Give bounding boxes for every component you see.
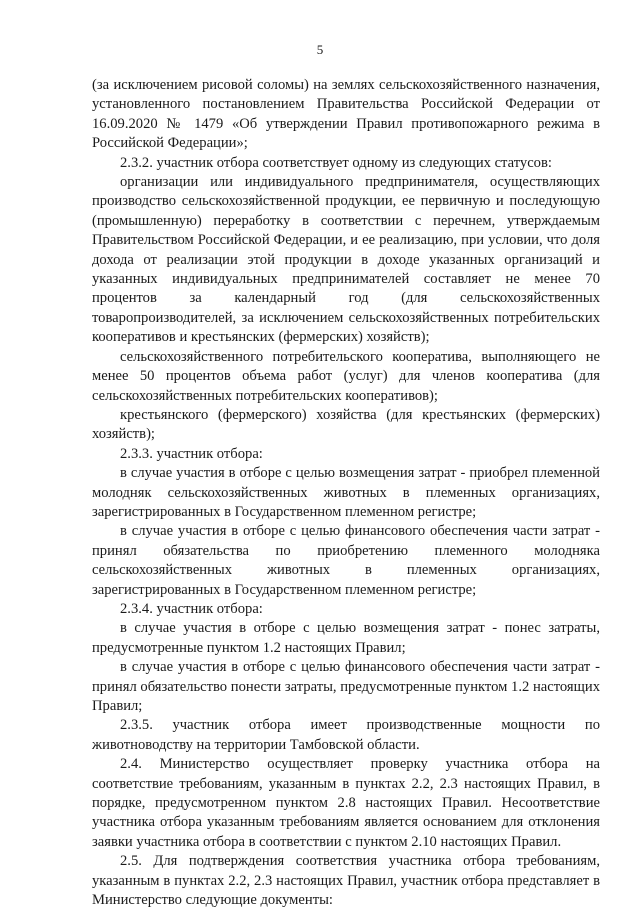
paragraph-14: 2.5. Для подтверждения соответствия участника отбора требованиям, указанным в пунктах 2.2, 2.3 настоящих Правил, участник отбора представляет в Министерство следующие документы: (92, 853, 600, 909)
paragraph-9: 2.3.4. участник отбора: (120, 600, 263, 617)
paragraph-6: 2.3.3. участник отбора: (120, 445, 263, 462)
paragraph-5: крестьянского (фермерского) хозяйства (для крестьянских (фермерских) хозяйств); (92, 406, 600, 443)
paragraph-13: 2.4. Министерство осуществляет проверку участника отбора на соответствие требованиям, указанным в пунктах 2.2, 2.3 настоящих Правил, в порядке, предусмотренном пунктом 2.8 настоящих Правил. Несоответствие участника отбора указанным требованиям является основанием для отклонения заявки участника отбора в соответствии с пунктом 2.10 настоящих Правил. (92, 756, 600, 850)
paragraph-12: 2.3.5. участник отбора имеет производственные мощности по животноводству на территории Тамбовской области. (92, 717, 600, 753)
paragraph-3: организации или индивидуального предпринимателя, осуществляющих производство сельскохозяйственной продукции, ее первичную и последующую (промышленную) переработку в соответствии с перечнем, утверждаемым Правительством Российской Федерации, и ее реализацию, при условии, что доля дохода от реализации этой продукции в доходе указанных организаций и указанных индивидуальных предпринимателей составляет не менее 70 процентов за календарный год (для сельскохозяйственных товаропроизводителей, за исключением сельскохозяйственных потребительских кооперативов и крестьянских (фермерских) хозяйств); (92, 174, 600, 346)
paragraph-8: в случае участия в отборе с целью финансового обеспечения части затрат - принял обязательства по приобретению племенного молодняка сельскохозяйственных животных в племенных организациях, зарегистрированных в Государственном племенном регистре; (92, 523, 600, 598)
paragraph-1: (за исключением рисовой соломы) на землях сельскохозяйственного назначения, установленного постановлением Правительства Российской Федерации от 16.09.2020 № 1479 «Об утверждении Правил противопожарного режима в Российской Федерации»; (92, 77, 600, 152)
paragraph-2: 2.3.2. участник отбора соответствует одному из следующих статусов: (120, 154, 552, 171)
paragraph-11: в случае участия в отборе с целью финансового обеспечения части затрат - принял обязательство понести затраты, предусмотренные пунктом 1.2 настоящих Правил; (92, 659, 600, 714)
page-number: 5 (316, 42, 324, 57)
paragraph-4: сельскохозяйственного потребительского кооператива, выполняющего не менее 50 процентов объема работ (услуг) для членов кооператива (для сельскохозяйственных потребительских кооперативов); (92, 348, 600, 404)
paragraph-7: в случае участия в отборе с целью возмещения затрат - приобрел племенной молодняк сельскохозяйственных животных в племенных организациях, зарегистрированных в Государственном племенном регистре; (92, 465, 600, 520)
paragraph-10: в случае участия в отборе с целью возмещения затрат - понес затраты, предусмотренные пунктом 1.2 настоящих Правил; (92, 620, 600, 656)
document-body (92, 76, 600, 910)
